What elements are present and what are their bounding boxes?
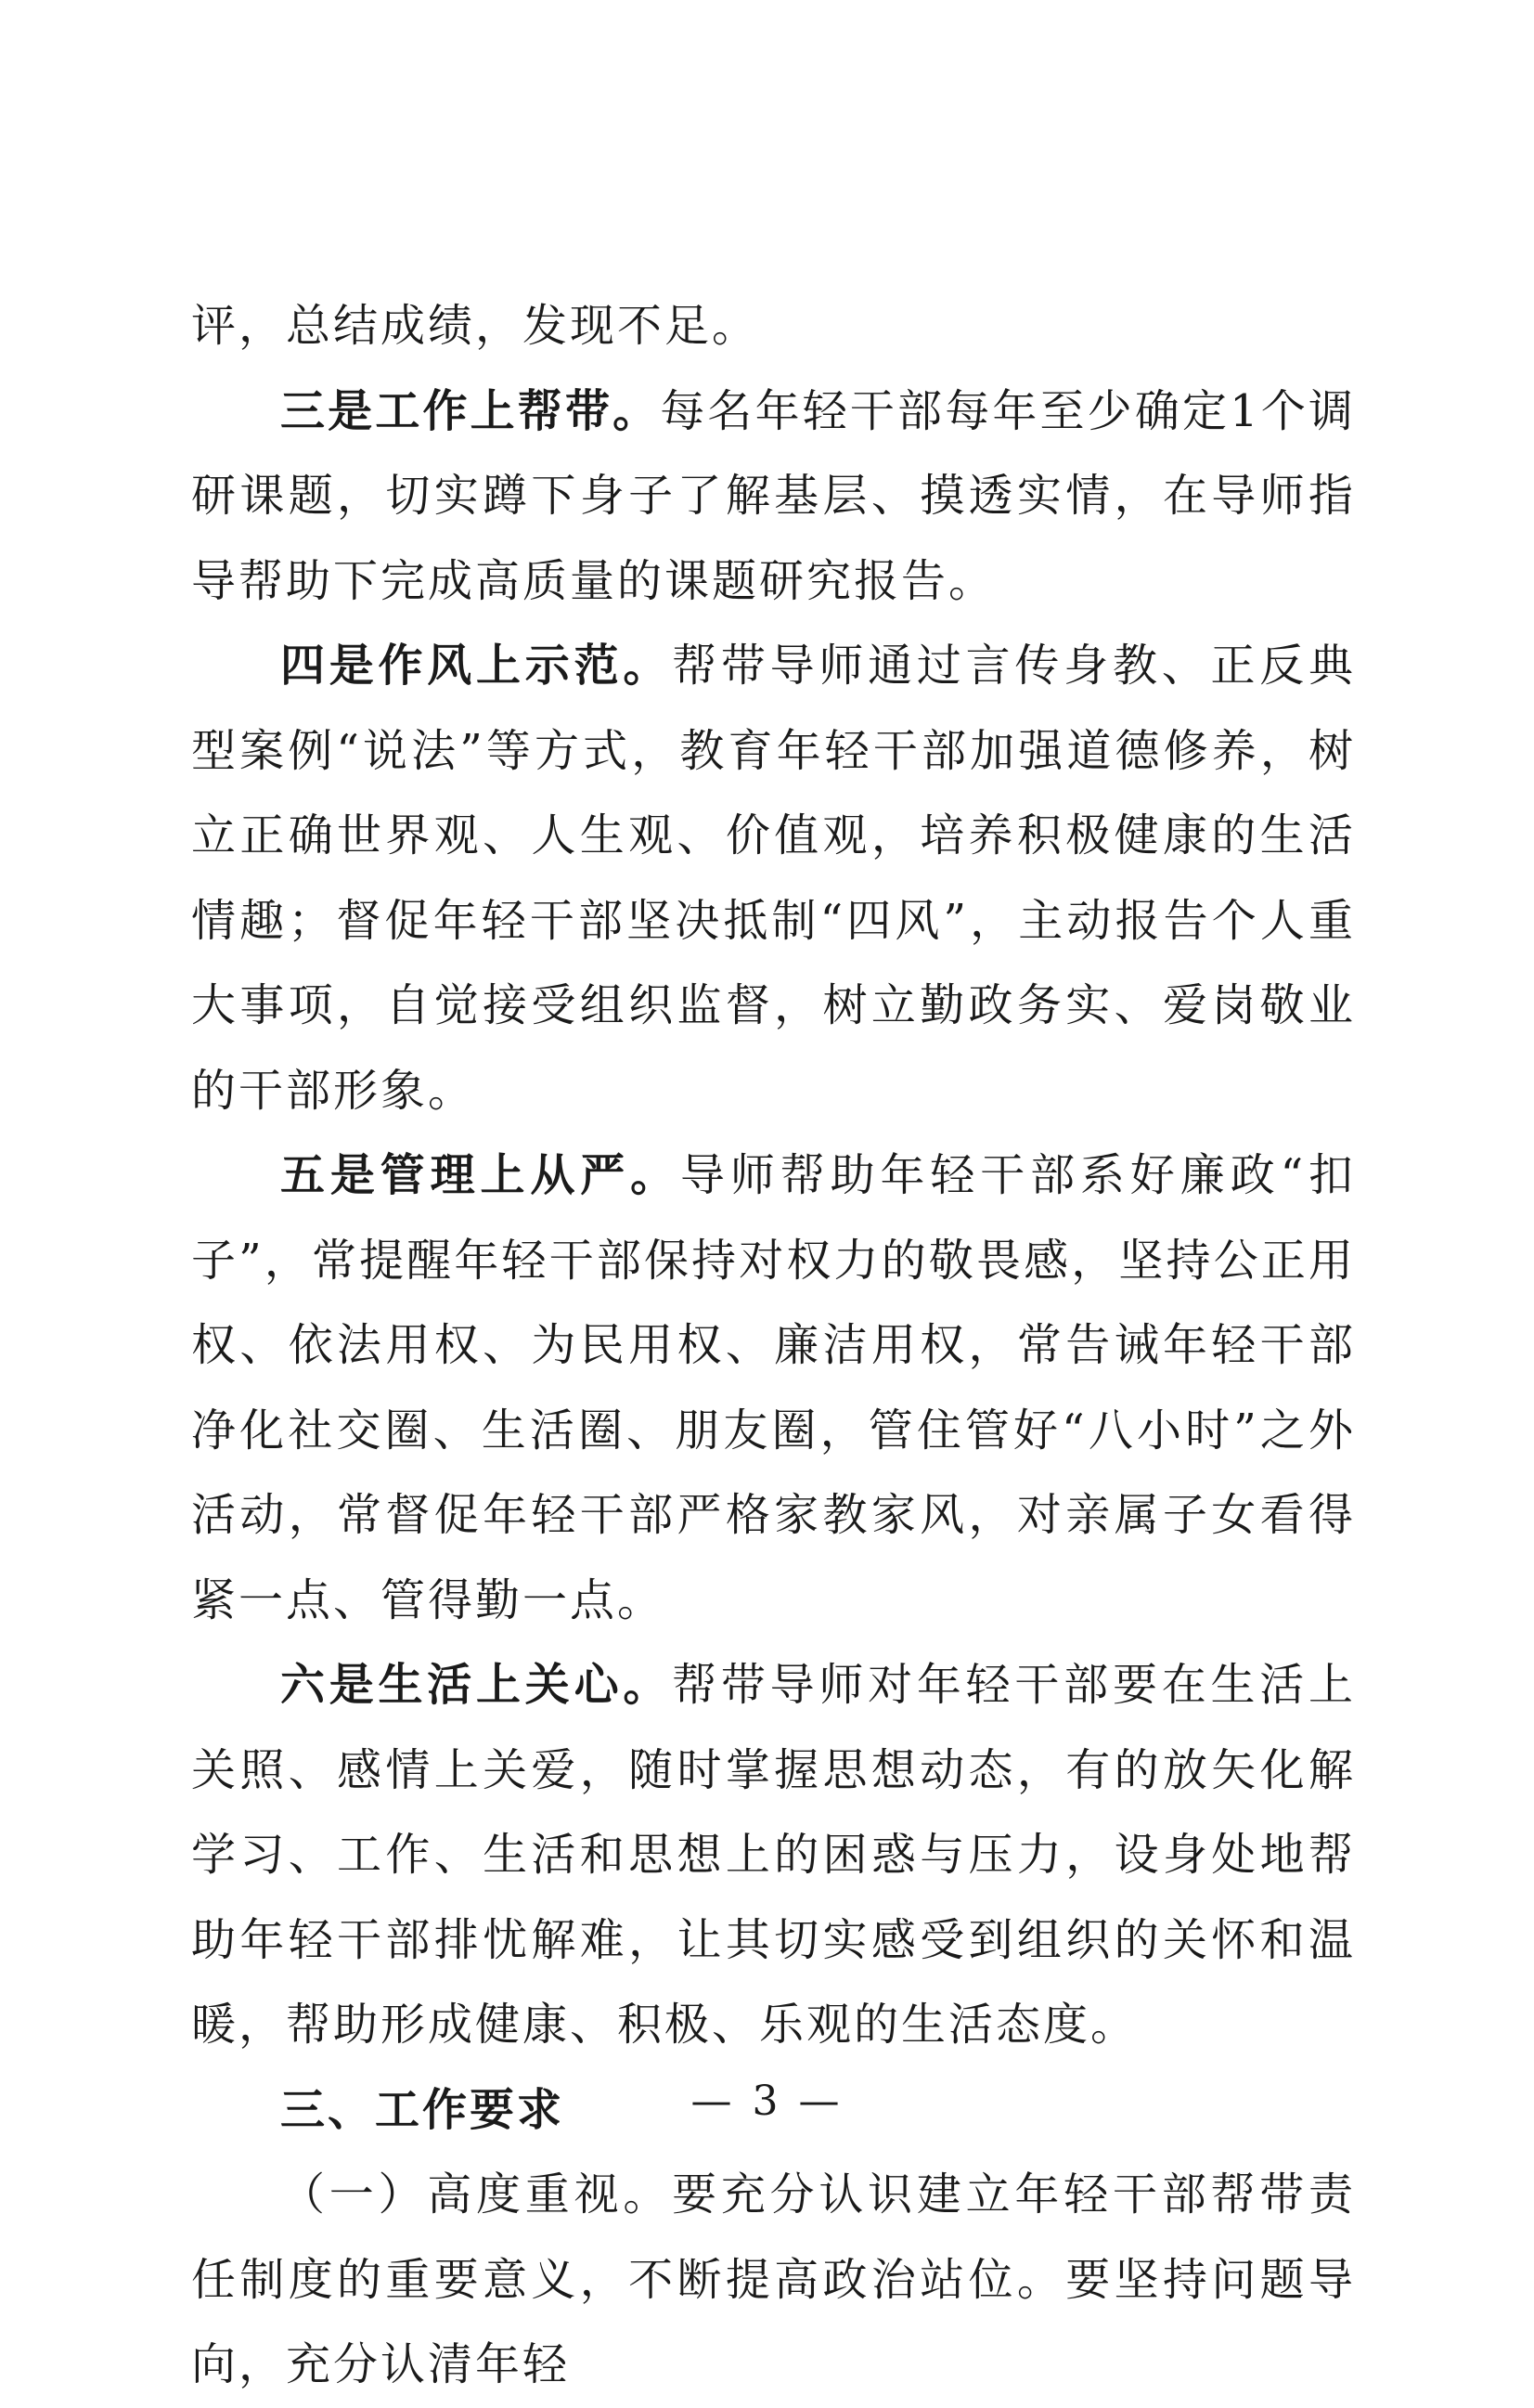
- paragraph-text: 帮带导师通过言传身教、正反典型案例“说法”等方式，教育年轻干部加强道德修养，树立正确世界观、人生观、价值观，培养积极健康的生活情趣；督促年轻干部坚决抵制“四风”，主动报告个人重大事项，自觉接受组织监督，树立勤政务实、爱岗敬业的干部形象。: [191, 640, 1356, 1117]
- section-heading: 三、工作要求: [280, 2083, 565, 2136]
- paragraph-text: 每名年轻干部每年至少确定1个调研课题，切实蹲下身子了解基层、摸透实情，在导师指导帮助下完成高质量的课题研究报告。: [191, 384, 1356, 607]
- paragraph-lead: 五是管理上从严。: [280, 1149, 681, 1201]
- paragraph-conduct-example: [191, 624, 1356, 1133]
- paragraph-text: 要充分认识建立年轻干部帮带责任制度的重要意义，不断提高政治站位。要坚持问题导向，充分认清年轻: [191, 2168, 1356, 2390]
- paragraph-lead: （一）高度重视。: [280, 2168, 673, 2220]
- paragraph-lead: 六是生活上关心。: [280, 1659, 673, 1711]
- paragraph-text: 评，总结成绩，发现不足。: [191, 300, 760, 352]
- paragraph-continuation: [191, 284, 1356, 369]
- paragraph-life-care: [191, 1643, 1356, 2068]
- paragraph-text: 帮带导师对年轻干部要在生活上关照、感情上关爱，随时掌握思想动态，有的放矢化解学习、工作、生活和思想上的困惑与压力，设身处地帮助年轻干部排忧解难，让其切实感受到组织的关怀和温暖，帮助形成健康、积极、乐观的生活态度。: [191, 1659, 1356, 2051]
- paragraph-high-priority: [191, 2153, 1356, 2408]
- paragraph-lead: 四是作风上示范。: [280, 640, 673, 692]
- paragraph-text: 导师帮助年轻干部系好廉政“扣子”，常提醒年轻干部保持对权力的敬畏感，坚持公正用权、依法用权、为民用权、廉洁用权，常告诫年轻干部净化社交圈、生活圈、朋友圈，管住管好“八小时”之外活动，常督促年轻干部严格家教家风，对亲属子女看得紧一点、管得勤一点。: [191, 1149, 1356, 1626]
- paragraph-work-mentoring: [191, 369, 1356, 625]
- paragraph-strict-management: [191, 1133, 1356, 1643]
- page-number: — 3 —: [690, 2078, 844, 2125]
- paragraph-lead: 三是工作上帮带。: [280, 384, 661, 437]
